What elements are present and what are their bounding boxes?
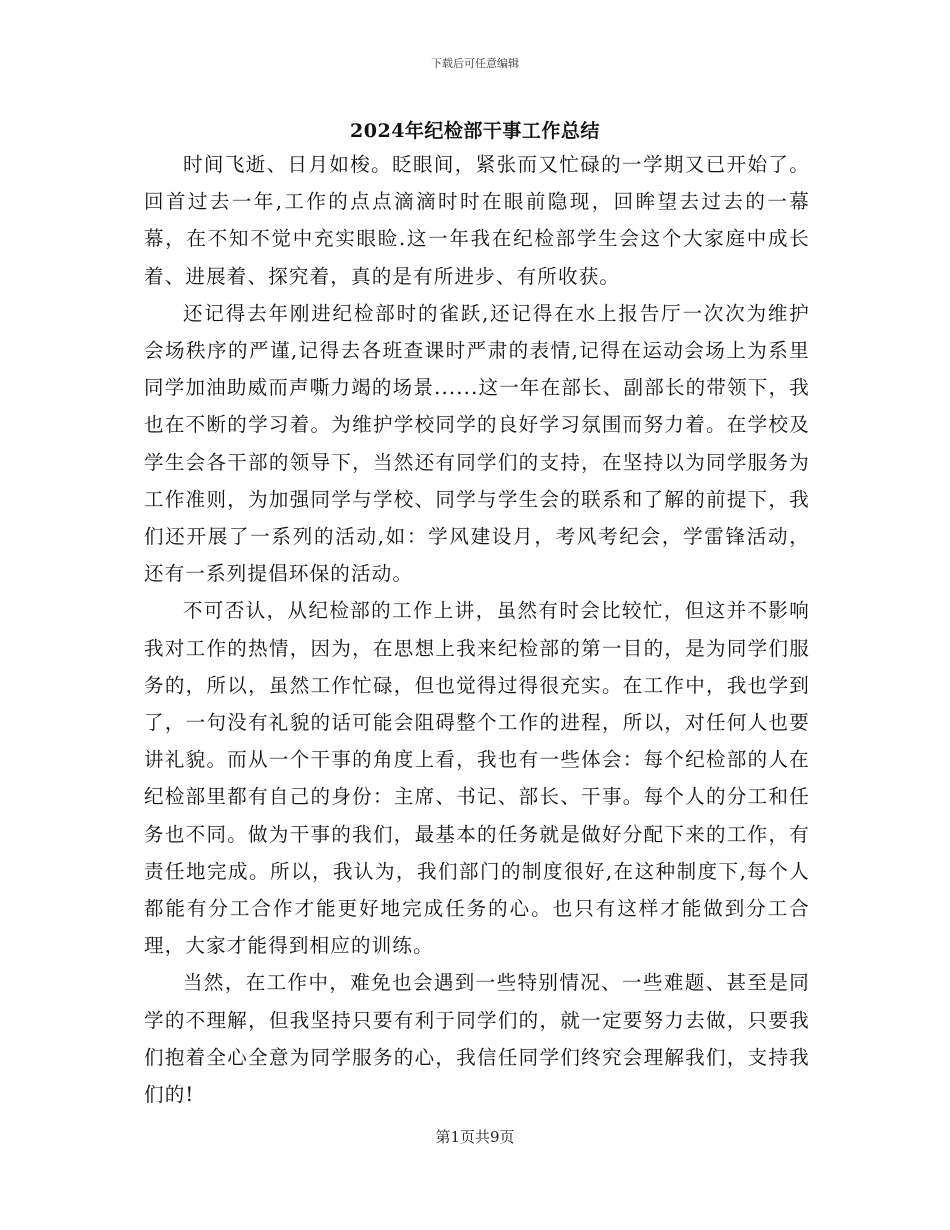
document-title: 2024年纪检部干事工作总结	[350, 120, 600, 142]
header-note: 下载后可任意编辑	[431, 57, 519, 70]
paragraph-3: 不可否认，从纪检部的工作上讲，虽然有时会比较忙，但这并不影响我对工作的热情，因为，在思想上我来纪检部的第一目的，是为同学们服务的，所以，虽然工作忙碌，但也觉得过得很充实。在工作中，我也学到了，一句没有礼貌的话可能会阻碍整个工作的进程，所以，对任何人也要讲礼貌。而从一个干事的角度上看，我也有一些体会：每个纪检部的人在纪检部里都有自己的身份：主席、书记、部长、干事。每个人的分工和任务也不同。做为干事的我们，最基本的任务就是做好分配下来的工作，有责任地完成。所以，我认为，我们部门的制度很好,在这种制度下,每个人都能有分工合作才能更好地完成任务的心。也只有这样才能做到分工合理，大家才能得到相应的训练。	[144, 599, 810, 958]
paragraph-2: 还记得去年刚进纪检部时的雀跃,还记得在水上报告厅一次次为维护会场秩序的严谨,记得去各班查课时严肃的表情,记得在运动会场上为系里同学加油助威而声嘶力竭的场景......这一年在部长、副部长的带领下，我也在不断的学习着。为维护学校同学的良好学习氛围而努力着。在学校及学生会各干部的领导下，当然还有同学们的支持，在坚持以为同学服务为工作准则，为加强同学与学校、同学与学生会的联系和了解的前提下，我们还开展了一系列的活动,如：学风建设月，考风考纪会，学雷锋活动，还有一系列提倡环保的活动。	[144, 301, 810, 586]
document-body	[144, 146, 810, 1113]
paragraph-1: 时间飞逝、日月如梭。眨眼间，紧张而又忙碌的一学期又已开始了。回首过去一年,工作的点点滴滴时时在眼前隐现，回眸望去过去的一幕幕，在不知不觉中充实眼睑.这一年我在纪检部学生会这个大家庭中成长着、进展着、探究着，真的是有所进步、有所收获。	[144, 153, 810, 288]
page-number: 第1页共9页	[435, 1128, 515, 1146]
paragraph-4: 当然，在工作中，难免也会遇到一些特别情况、一些难题、甚至是同学的不理解，但我坚持只要有利于同学们的，就一定要努力去做，只要我们抱着全心全意为同学服务的心，我信任同学们终究会理解我们，支持我们的!	[144, 971, 810, 1107]
